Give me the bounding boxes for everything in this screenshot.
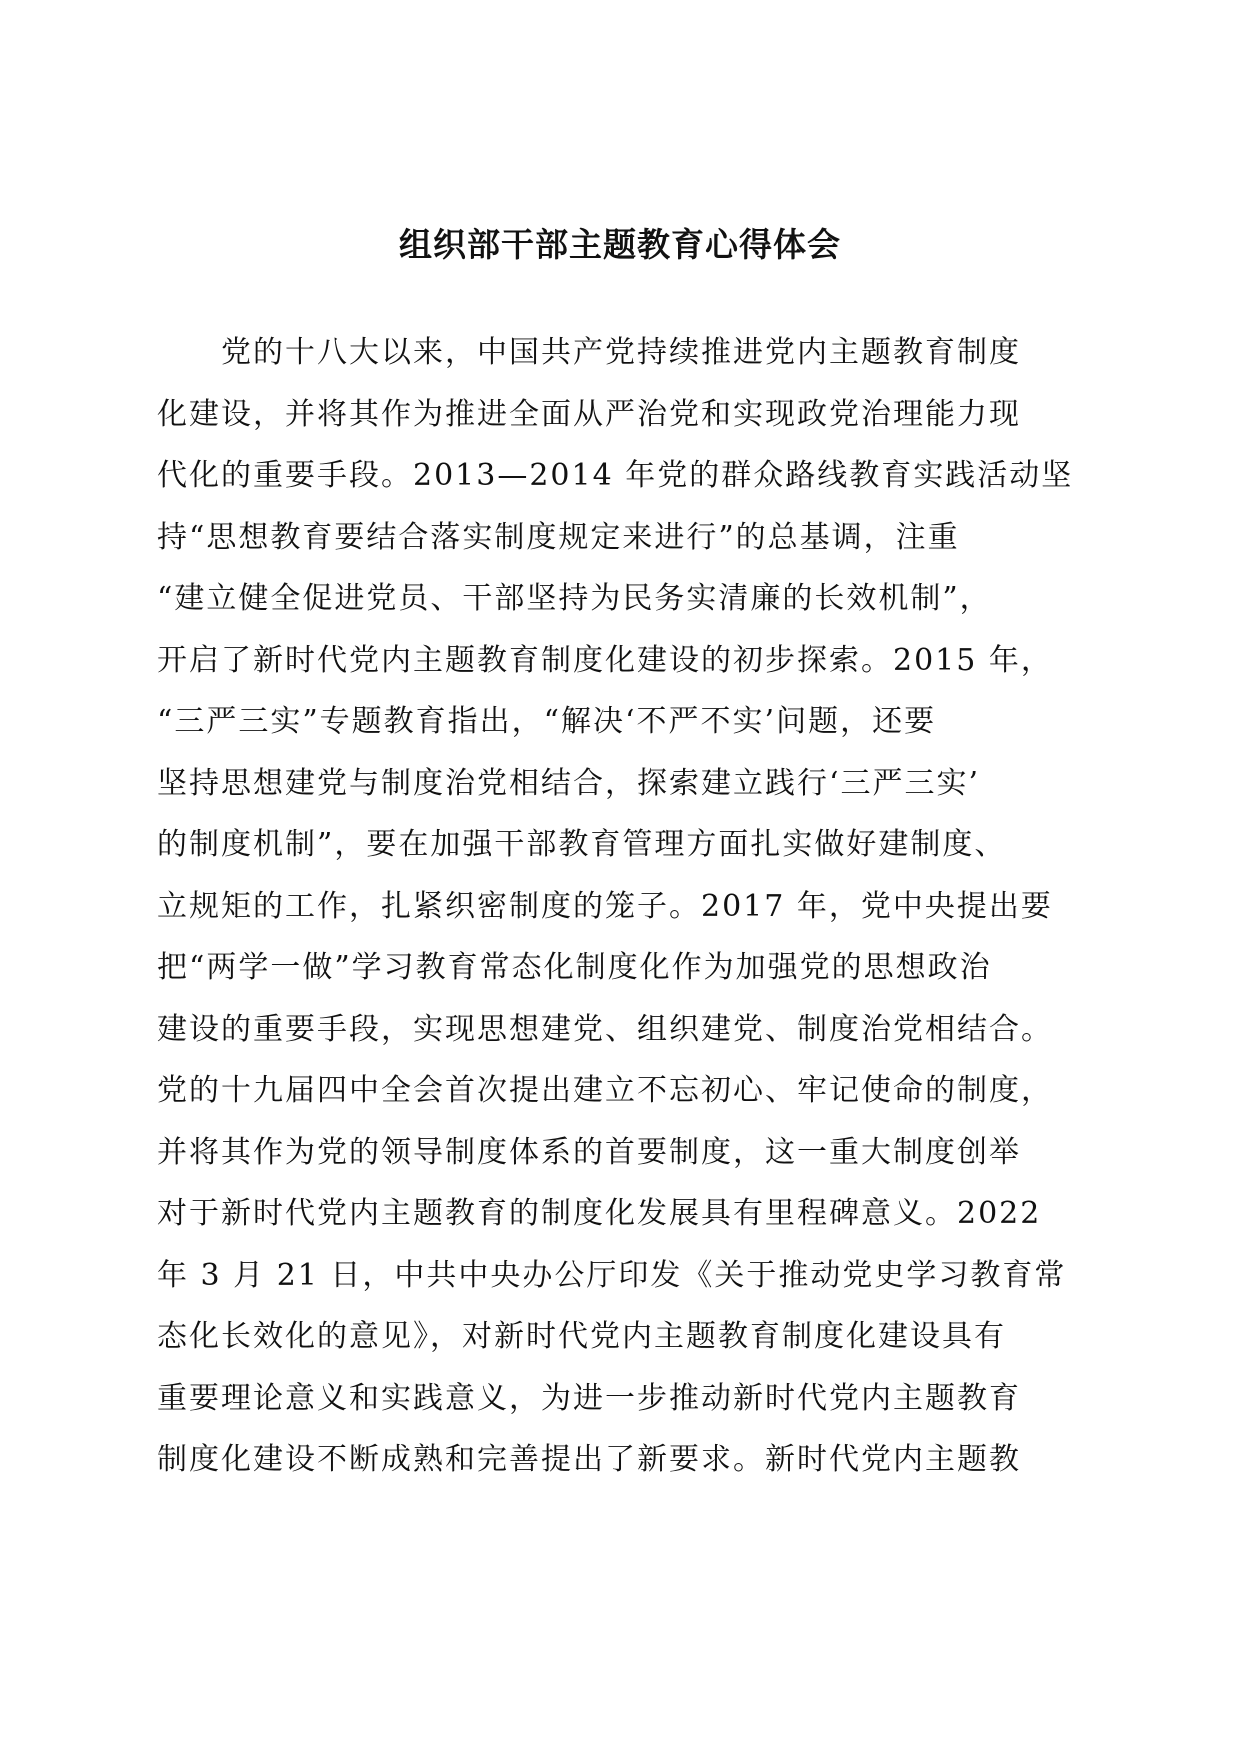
body-line: 立规矩的工作，扎紧织密制度的笼子。2017 年，党中央提出要 xyxy=(157,888,1053,924)
body-line: “三严三实”专题教育指出，“解决‘不严不实’问题，还要 xyxy=(157,704,937,739)
body-line: 的制度机制”，要在加强干部教育管理方面扎实做好建制度、 xyxy=(157,827,1007,862)
body-line: 态化长效化的意见》，对新时代党内主题教育制度化建设具有 xyxy=(157,1319,1006,1354)
body-line: 党的十九届四中全会首次提出建立不忘初心、牢记使命的制度， xyxy=(157,1073,1053,1108)
body-line: 并将其作为党的领导制度体系的首要制度，这一重大制度创举 xyxy=(157,1134,1021,1170)
body-line: “建立健全促进党员、干部坚持为民务实清廉的长效机制”， xyxy=(157,581,992,616)
body-line: 代化的重要手段。2013—2014 年党的群众路线教育实践活动坚 xyxy=(157,458,1074,493)
body-line: 制度化建设不断成熟和完善提出了新要求。新时代党内主题教 xyxy=(157,1442,1021,1477)
body-line: 把“两学一做”学习教育常态化制度化作为加强党的思想政治 xyxy=(157,950,992,985)
body-line: 坚持思想建党与制度治党相结合，探索建立践行‘三严三实’ xyxy=(157,765,981,801)
body-line: 年 3 月 21 日，中共中央办公厅印发《关于推动党史学习教育常 xyxy=(157,1257,1067,1293)
body-line: 重要理论意义和实践意义，为进一步推动新时代党内主题教育 xyxy=(157,1380,1021,1416)
document-body xyxy=(157,322,1117,1491)
document-title: 组织部干部主题教育心得体会 xyxy=(399,225,841,264)
body-line: 对于新时代党内主题教育的制度化发展具有里程碑意义。2022 xyxy=(157,1196,1042,1231)
body-line: 持“思想教育要结合落实制度规定来进行”的总基调，注重 xyxy=(157,519,960,555)
body-line: 建设的重要手段，实现思想建党、组织建党、制度治党相结合。 xyxy=(157,1011,1053,1047)
body-line: 开启了新时代党内主题教育制度化建设的初步探索。2015 年， xyxy=(157,642,1053,678)
body-line: 化建设，并将其作为推进全面从严治党和实现政党治理能力现 xyxy=(157,396,1021,432)
body-line: 党的十八大以来，中国共产党持续推进党内主题教育制度 xyxy=(157,335,1021,370)
